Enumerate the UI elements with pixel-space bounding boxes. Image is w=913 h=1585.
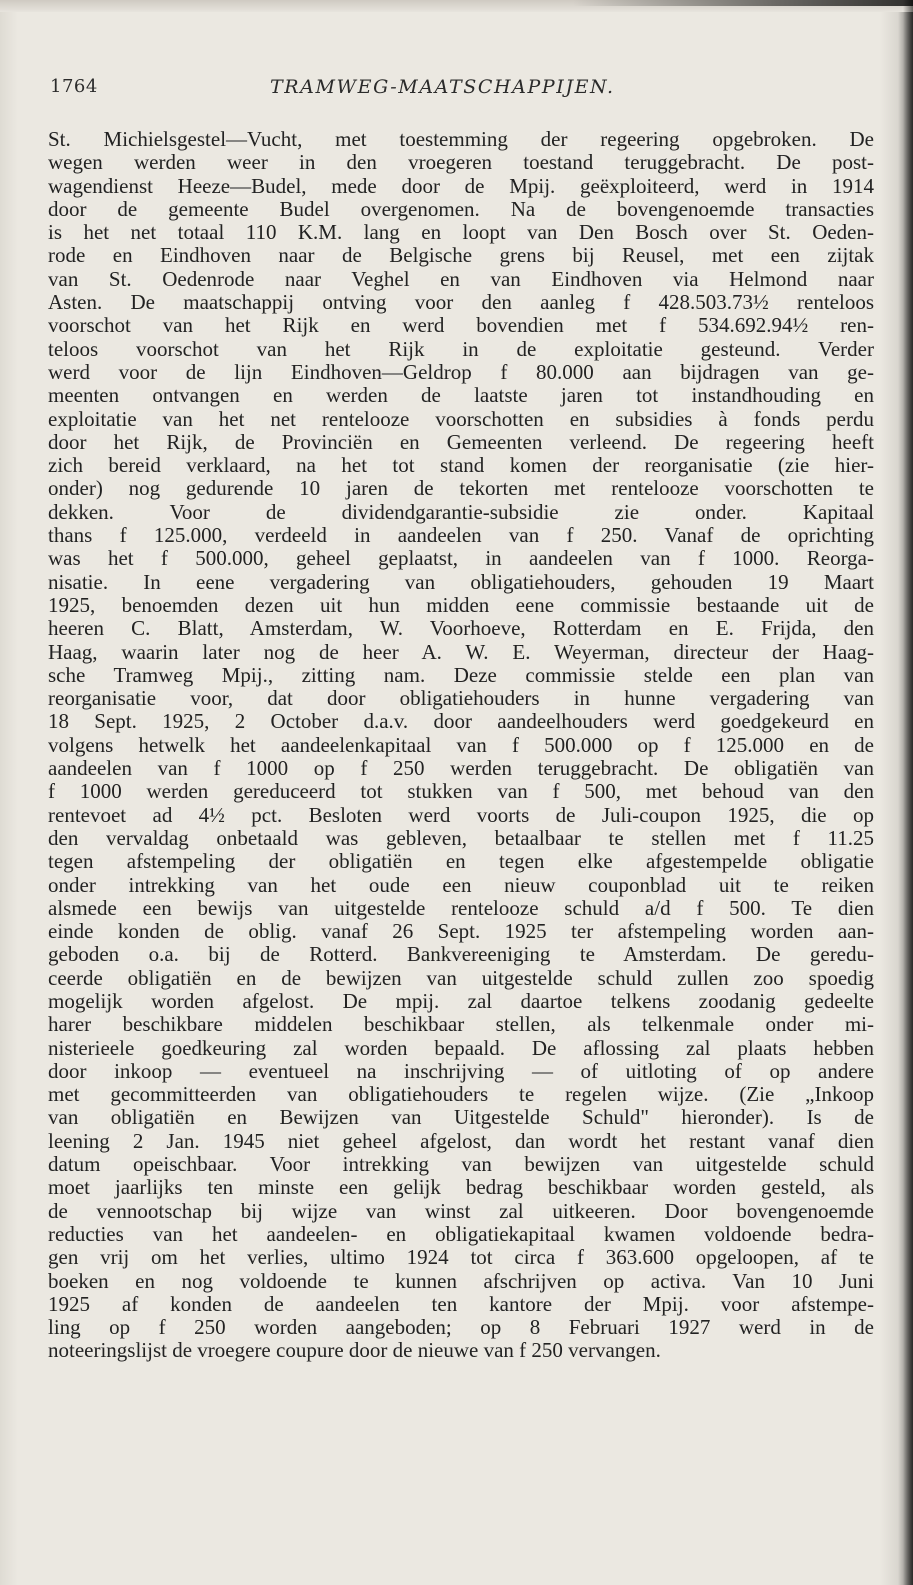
text-line: was het f 500.000, geheel geplaatst, in aandeelen van f 1000. Reorga-	[48, 547, 874, 571]
text-line: ceerde obligatiën en de bewijzen van uitgestelde schuld zullen zoo spoedig	[48, 966, 874, 990]
text-line: St. Michielsgestel—Vucht, met toestemming der regeering opgebroken. De	[48, 128, 874, 151]
running-title: TRAMWEG-MAATSCHAPPIJEN.	[270, 76, 615, 98]
text-line: onder intrekking van het oude een nieuw couponblad uit te reiken	[48, 873, 874, 897]
text-line: onder) nog gedurende 10 jaren de tekorten met rentelooze voorschotten te	[48, 477, 874, 501]
text-line: 18 Sept. 1925, 2 October d.a.v. door aandeelhouders werd goedgekeurd en	[48, 710, 874, 734]
text-line: Haag, waarin later nog de heer A. W. E. Weyerman, directeur der Haag-	[48, 640, 874, 664]
text-line: zich bereid verklaard, na het tot stand komen der reorganisatie (zie hier-	[48, 454, 874, 478]
text-line: moet jaarlijks ten minste een gelijk bedrag beschikbaar worden gesteld, als	[48, 1176, 874, 1200]
scan-shadow-right	[903, 0, 913, 1585]
text-line: noteeringslijst de vroegere coupure door de nieuwe van f 250 vervangen.	[48, 1339, 661, 1363]
text-line: nisatie. In eene vergadering van obligatiehouders, gehouden 19 Maart	[48, 570, 874, 594]
text-line: nisterieele goedkeuring zal worden bepaald. De aflossing zal plaats hebben	[48, 1036, 874, 1060]
text-line: thans f 125.000, verdeeld in aandeelen van f 250. Vanaf de oprichting	[48, 524, 874, 548]
text-line: reorganisatie voor, dat door obligatiehouders in hunne vergadering van	[48, 687, 874, 711]
text-line: met gecommitteerden van obligatiehouders te regelen wijze. (Zie „Inkoop	[48, 1083, 874, 1107]
text-line: den vervaldag onbetaald was gebleven, betaalbaar te stellen met f 11.25	[48, 826, 874, 850]
text-line: door het Rijk, de Provinciën en Gemeenten verleend. De regeering heeft	[48, 430, 874, 454]
page-number: 1764	[50, 76, 98, 97]
text-line: is het net totaal 110 K.M. lang en loopt van Den Bosch over St. Oeden-	[48, 221, 874, 245]
text-line: exploitatie van het net rentelooze voorschotten en subsidies à fonds perdu	[48, 407, 874, 431]
text-line: mogelijk worden afgelost. De mpij. zal daartoe telkens zoodanig gedeelte	[48, 989, 874, 1013]
text-line: van obligatiën en Bewijzen van Uitgestelde Schuld" hieronder). Is de	[48, 1106, 874, 1130]
text-line: volgens hetwelk het aandeelenkapitaal van f 500.000 op f 125.000 en de	[48, 733, 874, 757]
text-line: Asten. De maatschappij ontving voor den aanleg f 428.503.73½ renteloos	[48, 291, 874, 315]
text-line: 1925, benoemden dezen uit hun midden eene commissie bestaande uit de	[48, 593, 874, 617]
text-line: harer beschikbare middelen beschikbaar stellen, als telkenmale onder mi-	[48, 1013, 874, 1037]
text-line: sche Tramweg Mpij., zitting nam. Deze commissie stelde een plan van	[48, 663, 874, 687]
text-line: wegen werden weer in den vroegeren toestand teruggebracht. De post-	[48, 151, 874, 175]
text-line: boeken en nog voldoende te kunnen afschrijven op activa. Van 10 Juni	[48, 1269, 874, 1293]
text-line: rode en Eindhoven naar de Belgische grens bij Reusel, met een zijtak	[48, 244, 874, 268]
text-line: rentevoet ad 4½ pct. Besloten werd voorts de Juli-coupon 1925, die op	[48, 803, 874, 827]
text-line: reducties van het aandeelen- en obligatiekapitaal kwamen voldoende bedra-	[48, 1222, 874, 1246]
text-line: f 1000 werden gereduceerd tot stukken van f 500, met behoud van den	[48, 780, 874, 804]
text-line: de vennootschap bij wijze van winst zal uitkeeren. Door bovengenoemde	[48, 1199, 874, 1223]
text-line: voorschot van het Rijk en werd bovendien met f 534.692.94½ ren-	[48, 314, 874, 338]
text-line: heeren C. Blatt, Amsterdam, W. Voorhoeve, Rotterdam en E. Frijda, den	[48, 617, 874, 641]
text-line: door inkoop — eventueel na inschrijving — of uitloting of op andere	[48, 1059, 874, 1083]
text-line: aandeelen van f 1000 op f 250 werden teruggebracht. De obligatiën van	[48, 757, 874, 781]
text-line: wagendienst Heeze—Budel, mede door de Mpij. geëxploiteerd, werd in 1914	[48, 174, 874, 198]
text-line: gen vrij om het verlies, ultimo 1924 tot circa f 363.600 opgeloopen, af te	[48, 1246, 874, 1270]
text-line: geboden o.a. bij de Rotterd. Bankvereeniging te Amsterdam. De geredu-	[48, 943, 874, 967]
text-line: werd voor de lijn Eindhoven—Geldrop f 80.000 aan bijdragen van ge-	[48, 360, 874, 384]
text-line: einde konden de oblig. vanaf 26 Sept. 1925 ter afstempeling worden aan-	[48, 920, 874, 944]
text-line: 1925 af konden de aandeelen ten kantore der Mpij. voor afstempe-	[48, 1292, 874, 1316]
text-line: ling op f 250 worden aangeboden; op 8 Februari 1927 werd in de	[48, 1316, 874, 1340]
text-line: door de gemeente Budel overgenomen. Na de bovengenoemde transacties	[48, 197, 874, 221]
text-line: datum opeischbaar. Voor intrekking van bewijzen van uitgestelde schuld	[48, 1153, 874, 1177]
text-line: tegen afstempeling der obligatiën en tegen elke afgestempelde obligatie	[48, 850, 874, 874]
text-line: meenten ontvangen en werden de laatste jaren tot instandhouding en	[48, 384, 874, 408]
text-line: leening 2 Jan. 1945 niet geheel afgelost, dan wordt het restant vanaf dien	[48, 1129, 874, 1153]
text-line: alsmede een bewijs van uitgestelde rentelooze schuld a/d f 500. Te dien	[48, 896, 874, 920]
text-line: dekken. Voor de dividendgarantie-subsidie zie onder. Kapitaal	[48, 500, 874, 524]
text-line: teloos voorschot van het Rijk in de exploitatie gesteund. Verder	[48, 337, 874, 361]
scan-shadow-top	[573, 0, 913, 6]
body-text	[48, 128, 874, 1363]
page-header	[50, 72, 880, 106]
text-line: van St. Oedenrode naar Veghel en van Eindhoven via Helmond naar	[48, 267, 874, 291]
